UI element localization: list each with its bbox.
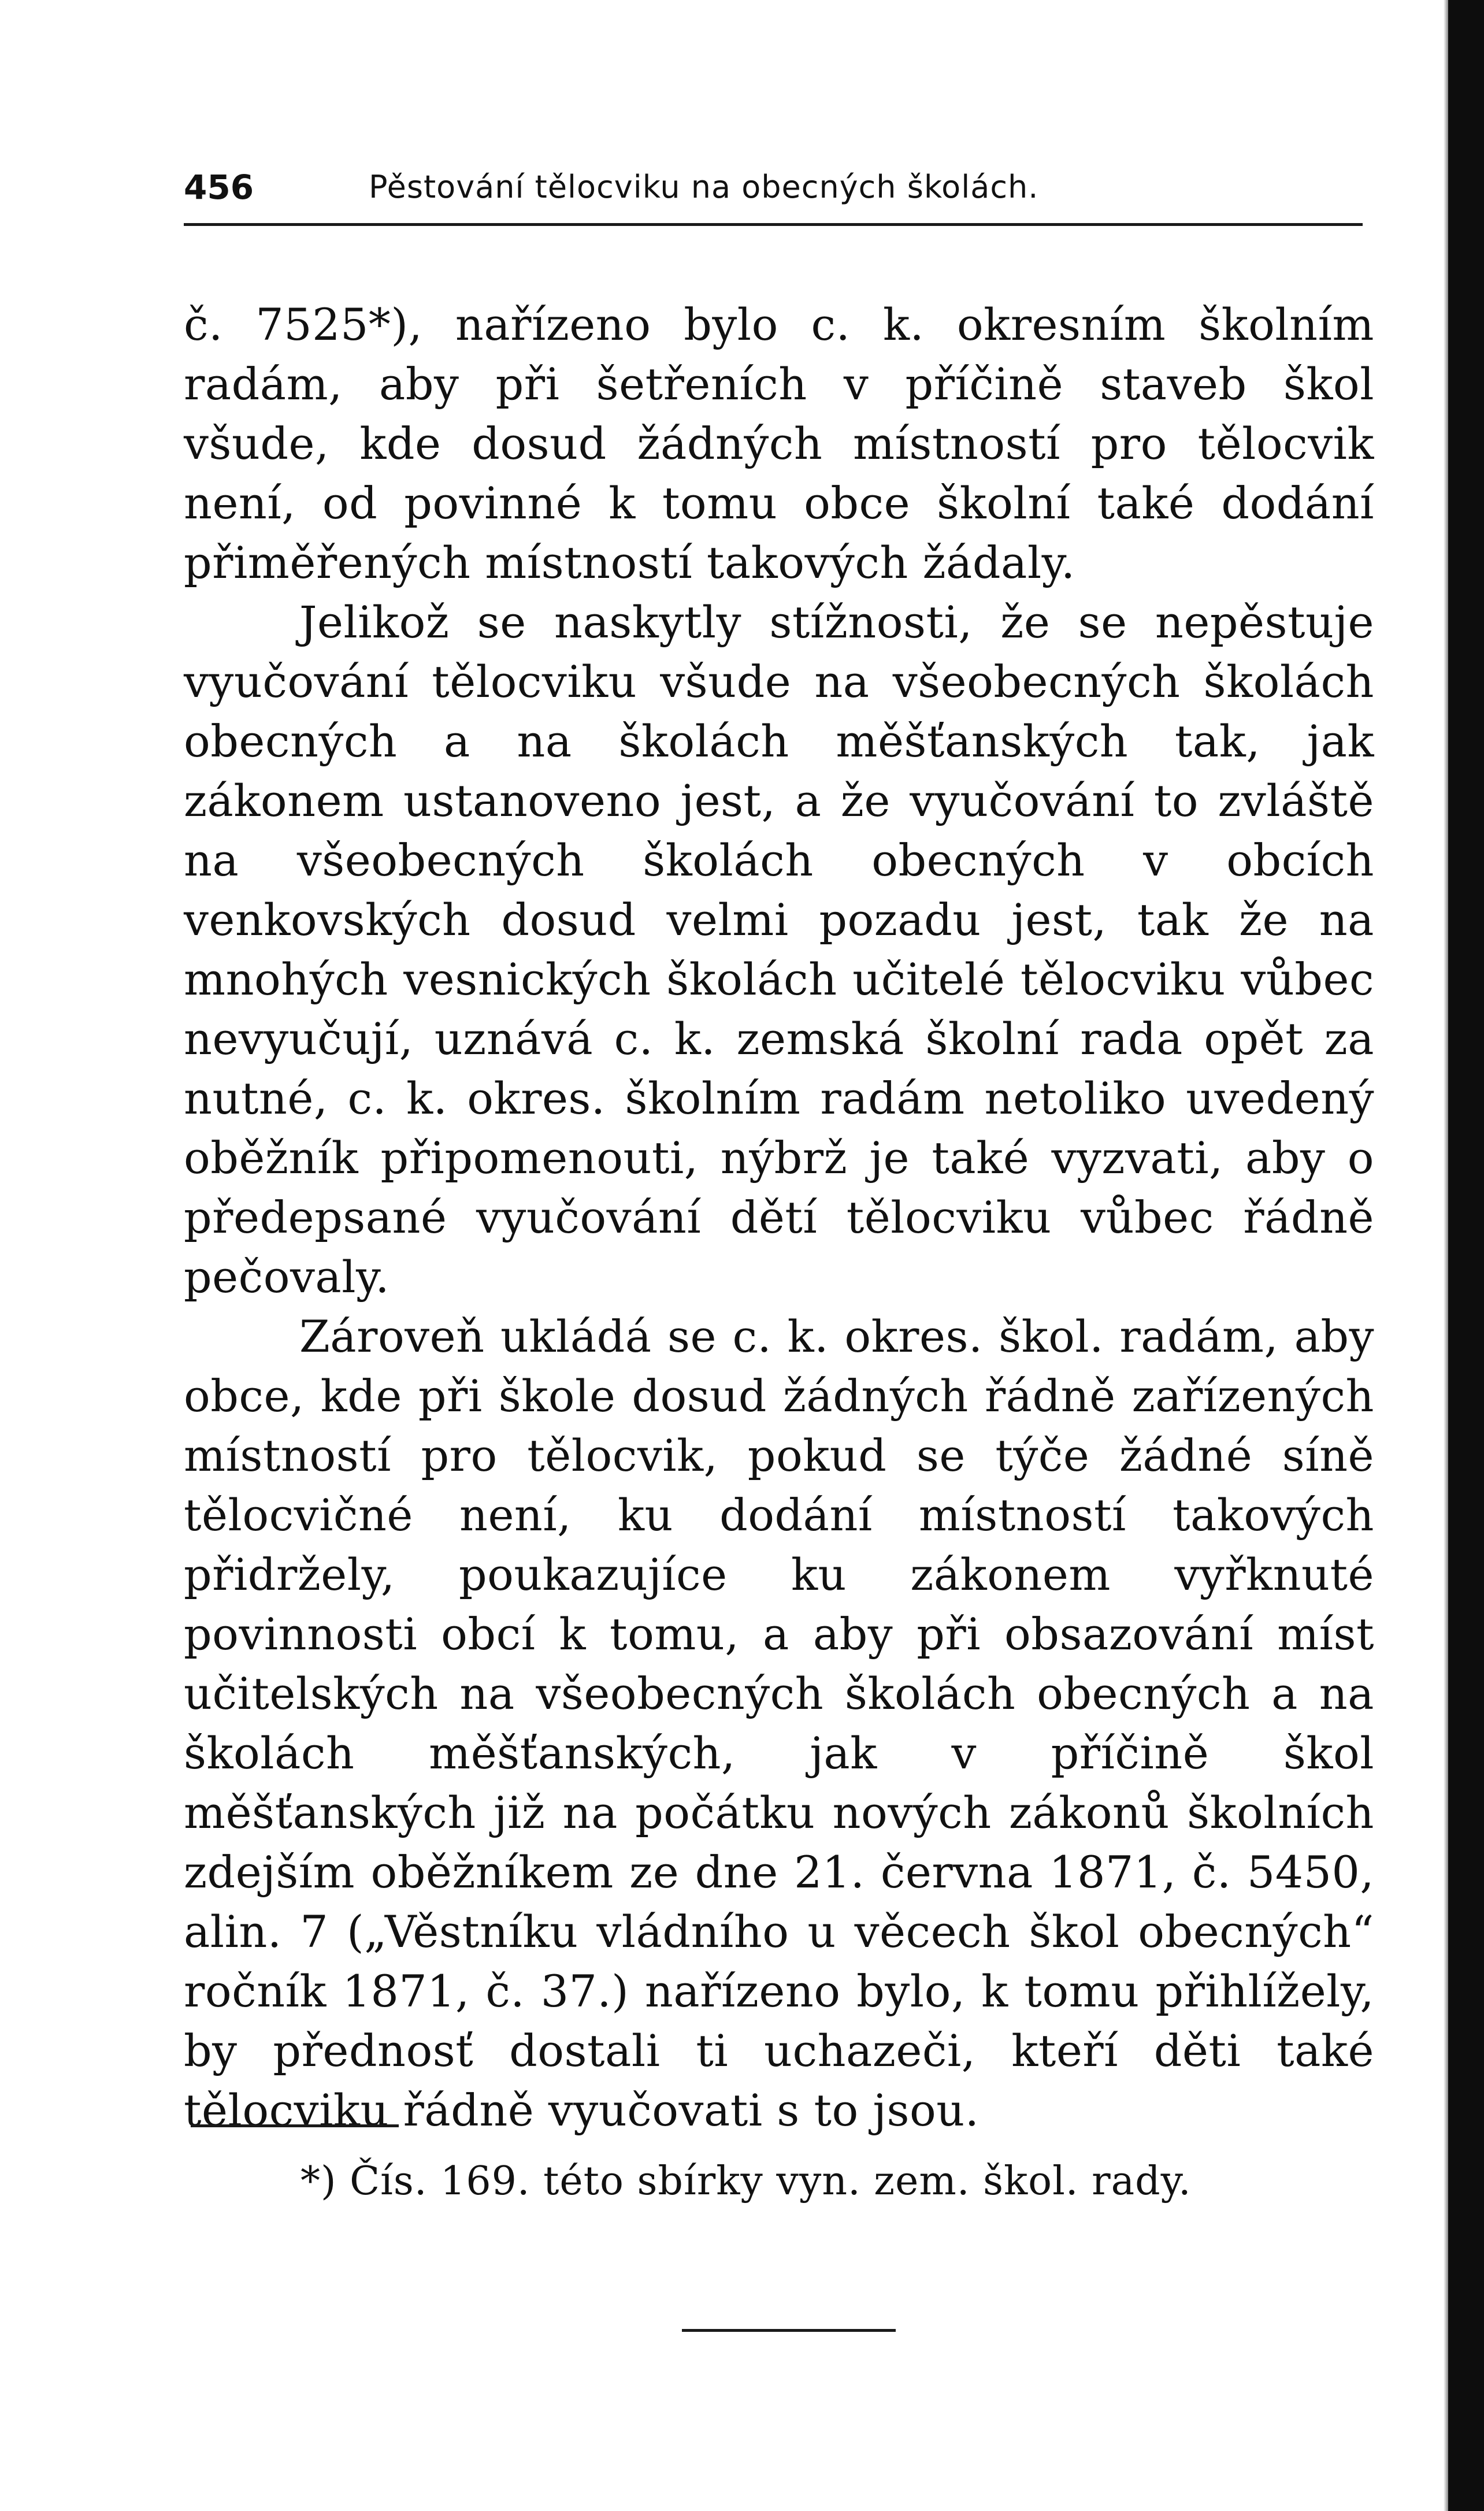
running-title: Pěstování tělocviku na obecných školách. (369, 169, 1039, 205)
page-edge-shadow (1444, 0, 1448, 2511)
footnote-rule (191, 2124, 399, 2127)
paragraph: č. 7525*), nařízeno bylo c. k. okresním školním radám, aby při šetřeních v příčině staveb škol všude, kde dosud žádných místností pro tělocvik není, od povinné k tomu obce školní také dodání přiměřených místností takových žádaly. (184, 299, 1374, 588)
body-text (184, 295, 1374, 2140)
scan-border (1448, 0, 1484, 2511)
paragraph: Jelikož se naskytly stížnosti, že se nepěstuje vyučování tělocviku všude na všeobecných školách obecných a na školách měšťanských tak, jak zákonem ustanoveno jest, a že vyučování to zvláště na všeobecných školách obecných v obcích venkovských dosud velmi pozadu jest, tak že na mnohých vesnických školách učitelé tělocviku vůbec nevyučují, uznává c. k. zemská školní rada opět za nutné, c. k. okres. školním radám netoliko uvedený oběžník připomenouti, nýbrž je také vyzvati, aby o předepsané vyučování dětí tělocviku vůbec řádně pečovaly. (184, 596, 1374, 1303)
footnote: *) Čís. 169. této sbírky vyn. zem. škol. rady. (300, 2158, 1192, 2204)
paragraph: Zároveň ukládá se c. k. okres. škol. radám, aby obce, kde při škole dosud žádných řádně zařízených místností pro tělocvik, pokud se týče žádné síně tělocvičné není, ku dodání místností takových přidržely, poukazujíce ku zákonem vyřknuté povinnosti obcí k tomu, a aby při obsazování míst učitelských na všeobecných školách obecných a na školách měšťanských, jak v příčině škol měšťanských již na počátku nových zákonů školních zdejším oběžníkem ze dne 21. června 1871, č. 5450, alin. 7 („Věstníku vládního u věcech škol obecných“ ročník 1871, č. 37.) nařízeno bylo, k tomu přihlížely, by přednosť dostali ti uchazeči, kteří děti také tělocviku řádně vyučovati s to jsou. (184, 1311, 1374, 2136)
page-number: 456 (184, 168, 254, 207)
end-rule (682, 2329, 896, 2332)
header-rule (184, 223, 1363, 226)
page-header (184, 164, 1363, 210)
